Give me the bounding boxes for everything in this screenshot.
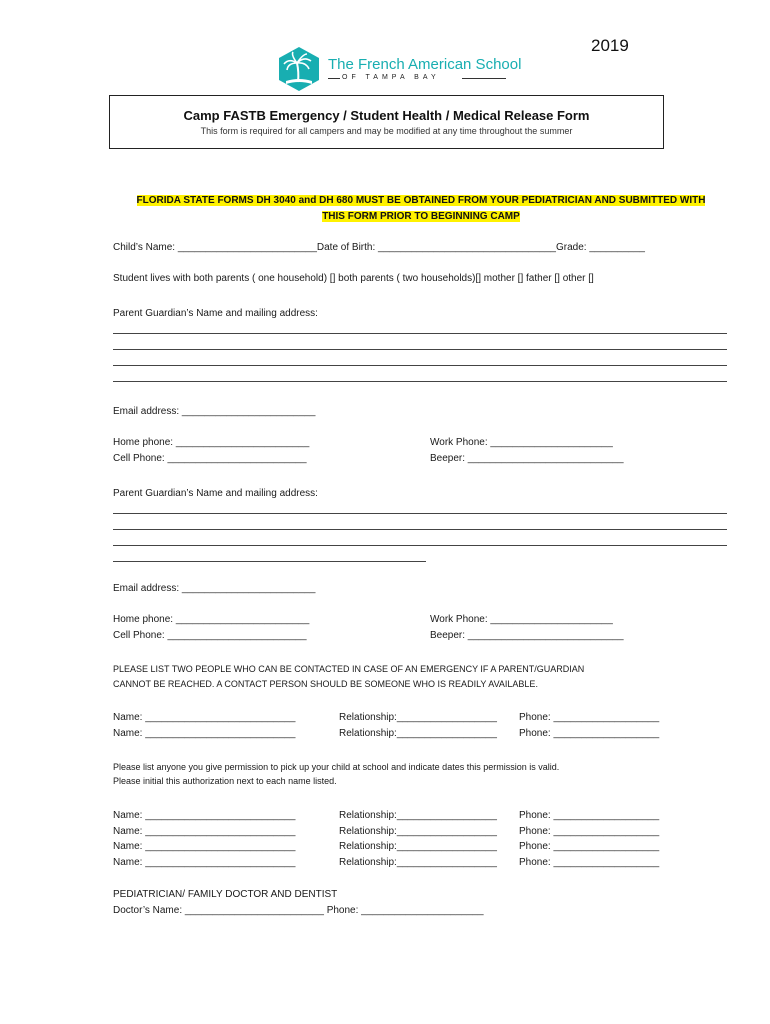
- guardian2-beeper-field[interactable]: Beeper: ____________________________: [430, 630, 624, 641]
- guardian2-address-line[interactable]: [113, 561, 426, 562]
- doctor-name-phone-field[interactable]: Doctor’s Name: _________________________ Phone: ______________________: [113, 905, 484, 916]
- emergency-phone-field[interactable]: Phone: ___________________: [519, 728, 660, 739]
- emergency-name-field[interactable]: Name: ___________________________: [113, 728, 296, 739]
- guardian1-beeper-field[interactable]: Beeper: ____________________________: [430, 453, 624, 464]
- pickup-relationship-field[interactable]: Relationship:__________________: [339, 810, 497, 821]
- emergency-instruction: PLEASE LIST TWO PEOPLE WHO CAN BE CONTACTED IN CASE OF AN EMERGENCY IF A PARENT/GUARDIAN: [113, 664, 585, 674]
- title-box: [109, 95, 664, 149]
- guardian2-address-line[interactable]: [113, 529, 727, 530]
- pickup-relationship-field[interactable]: Relationship:__________________: [339, 841, 497, 852]
- logo-rule: [462, 78, 506, 79]
- pickup-name-field[interactable]: Name: ___________________________: [113, 826, 296, 837]
- school-logo: [276, 46, 522, 92]
- guardian2-cell-phone-field[interactable]: Cell Phone: _________________________: [113, 630, 307, 641]
- guardian2-email-field[interactable]: Email address: ________________________: [113, 583, 316, 594]
- pickup-relationship-field[interactable]: Relationship:__________________: [339, 857, 497, 868]
- pickup-relationship-field[interactable]: Relationship:__________________: [339, 826, 497, 837]
- doctor-heading: PEDIATRICIAN/ FAMILY DOCTOR AND DENTIST: [113, 889, 338, 900]
- pickup-name-field[interactable]: Name: ___________________________: [113, 841, 296, 852]
- emergency-relationship-field[interactable]: Relationship:__________________: [339, 712, 497, 723]
- guardian2-home-phone-field[interactable]: Home phone: ________________________: [113, 614, 310, 625]
- guardian2-address-line[interactable]: [113, 545, 727, 546]
- pickup-phone-field[interactable]: Phone: ___________________: [519, 857, 660, 868]
- logo-rule: [328, 78, 340, 79]
- emergency-phone-field[interactable]: Phone: ___________________: [519, 712, 660, 723]
- household-options[interactable]: Student lives with both parents ( one household) [] both parents ( two households)[] mother [] father [] other []: [113, 273, 594, 284]
- pickup-phone-field[interactable]: Phone: ___________________: [519, 810, 660, 821]
- pickup-phone-field[interactable]: Phone: ___________________: [519, 841, 660, 852]
- emergency-name-field[interactable]: Name: ___________________________: [113, 712, 296, 723]
- notice-line-1: FLORIDA STATE FORMS DH 3040 and DH 680 MUST BE OBTAINED FROM YOUR PEDIATRICIAN AND SUBMITTED WITH: [136, 195, 706, 206]
- form-year: 2019: [591, 36, 629, 55]
- emergency-instruction: CANNOT BE REACHED. A CONTACT PERSON SHOULD BE SOMEONE WHO IS READILY AVAILABLE.: [113, 679, 538, 689]
- logo-wordmark: The French American School: [328, 56, 522, 73]
- logo-tagline: OF TAMPA BAY: [342, 74, 440, 81]
- emergency-relationship-field[interactable]: Relationship:__________________: [339, 728, 497, 739]
- guardian1-address-line[interactable]: [113, 381, 727, 382]
- guardian2-address-line[interactable]: [113, 513, 727, 514]
- palm-book-icon: [276, 46, 322, 92]
- form-subtitle: This form is required for all campers and may be modified at any time throughout the summer: [200, 126, 573, 136]
- pickup-name-field[interactable]: Name: ___________________________: [113, 857, 296, 868]
- pickup-phone-field[interactable]: Phone: ___________________: [519, 826, 660, 837]
- guardian1-heading: Parent Guardian’s Name and mailing address:: [113, 308, 318, 319]
- guardian2-work-phone-field[interactable]: Work Phone: ______________________: [430, 614, 613, 625]
- form-title: Camp FASTB Emergency / Student Health / Medical Release Form: [183, 108, 590, 123]
- guardian2-heading: Parent Guardian’s Name and mailing address:: [113, 488, 318, 499]
- guardian1-email-field[interactable]: Email address: ________________________: [113, 406, 316, 417]
- guardian1-address-line[interactable]: [113, 349, 727, 350]
- notice-line-2: THIS FORM PRIOR TO BEGINNING CAMP: [322, 211, 520, 222]
- guardian1-home-phone-field[interactable]: Home phone: ________________________: [113, 437, 310, 448]
- child-info-field[interactable]: Child’s Name: _________________________Date of Birth: ________________________________Grade: __________: [113, 242, 645, 253]
- guardian1-address-line[interactable]: [113, 365, 727, 366]
- guardian1-cell-phone-field[interactable]: Cell Phone: _________________________: [113, 453, 307, 464]
- guardian1-address-line[interactable]: [113, 333, 727, 334]
- guardian1-work-phone-field[interactable]: Work Phone: ______________________: [430, 437, 613, 448]
- pickup-instruction: Please list anyone you give permission to pick up your child at school and indicate dates this permission is valid.: [113, 762, 560, 772]
- pickup-name-field[interactable]: Name: ___________________________: [113, 810, 296, 821]
- state-forms-notice: [112, 193, 730, 225]
- pickup-instruction: Please initial this authorization next to each name listed.: [113, 776, 337, 786]
